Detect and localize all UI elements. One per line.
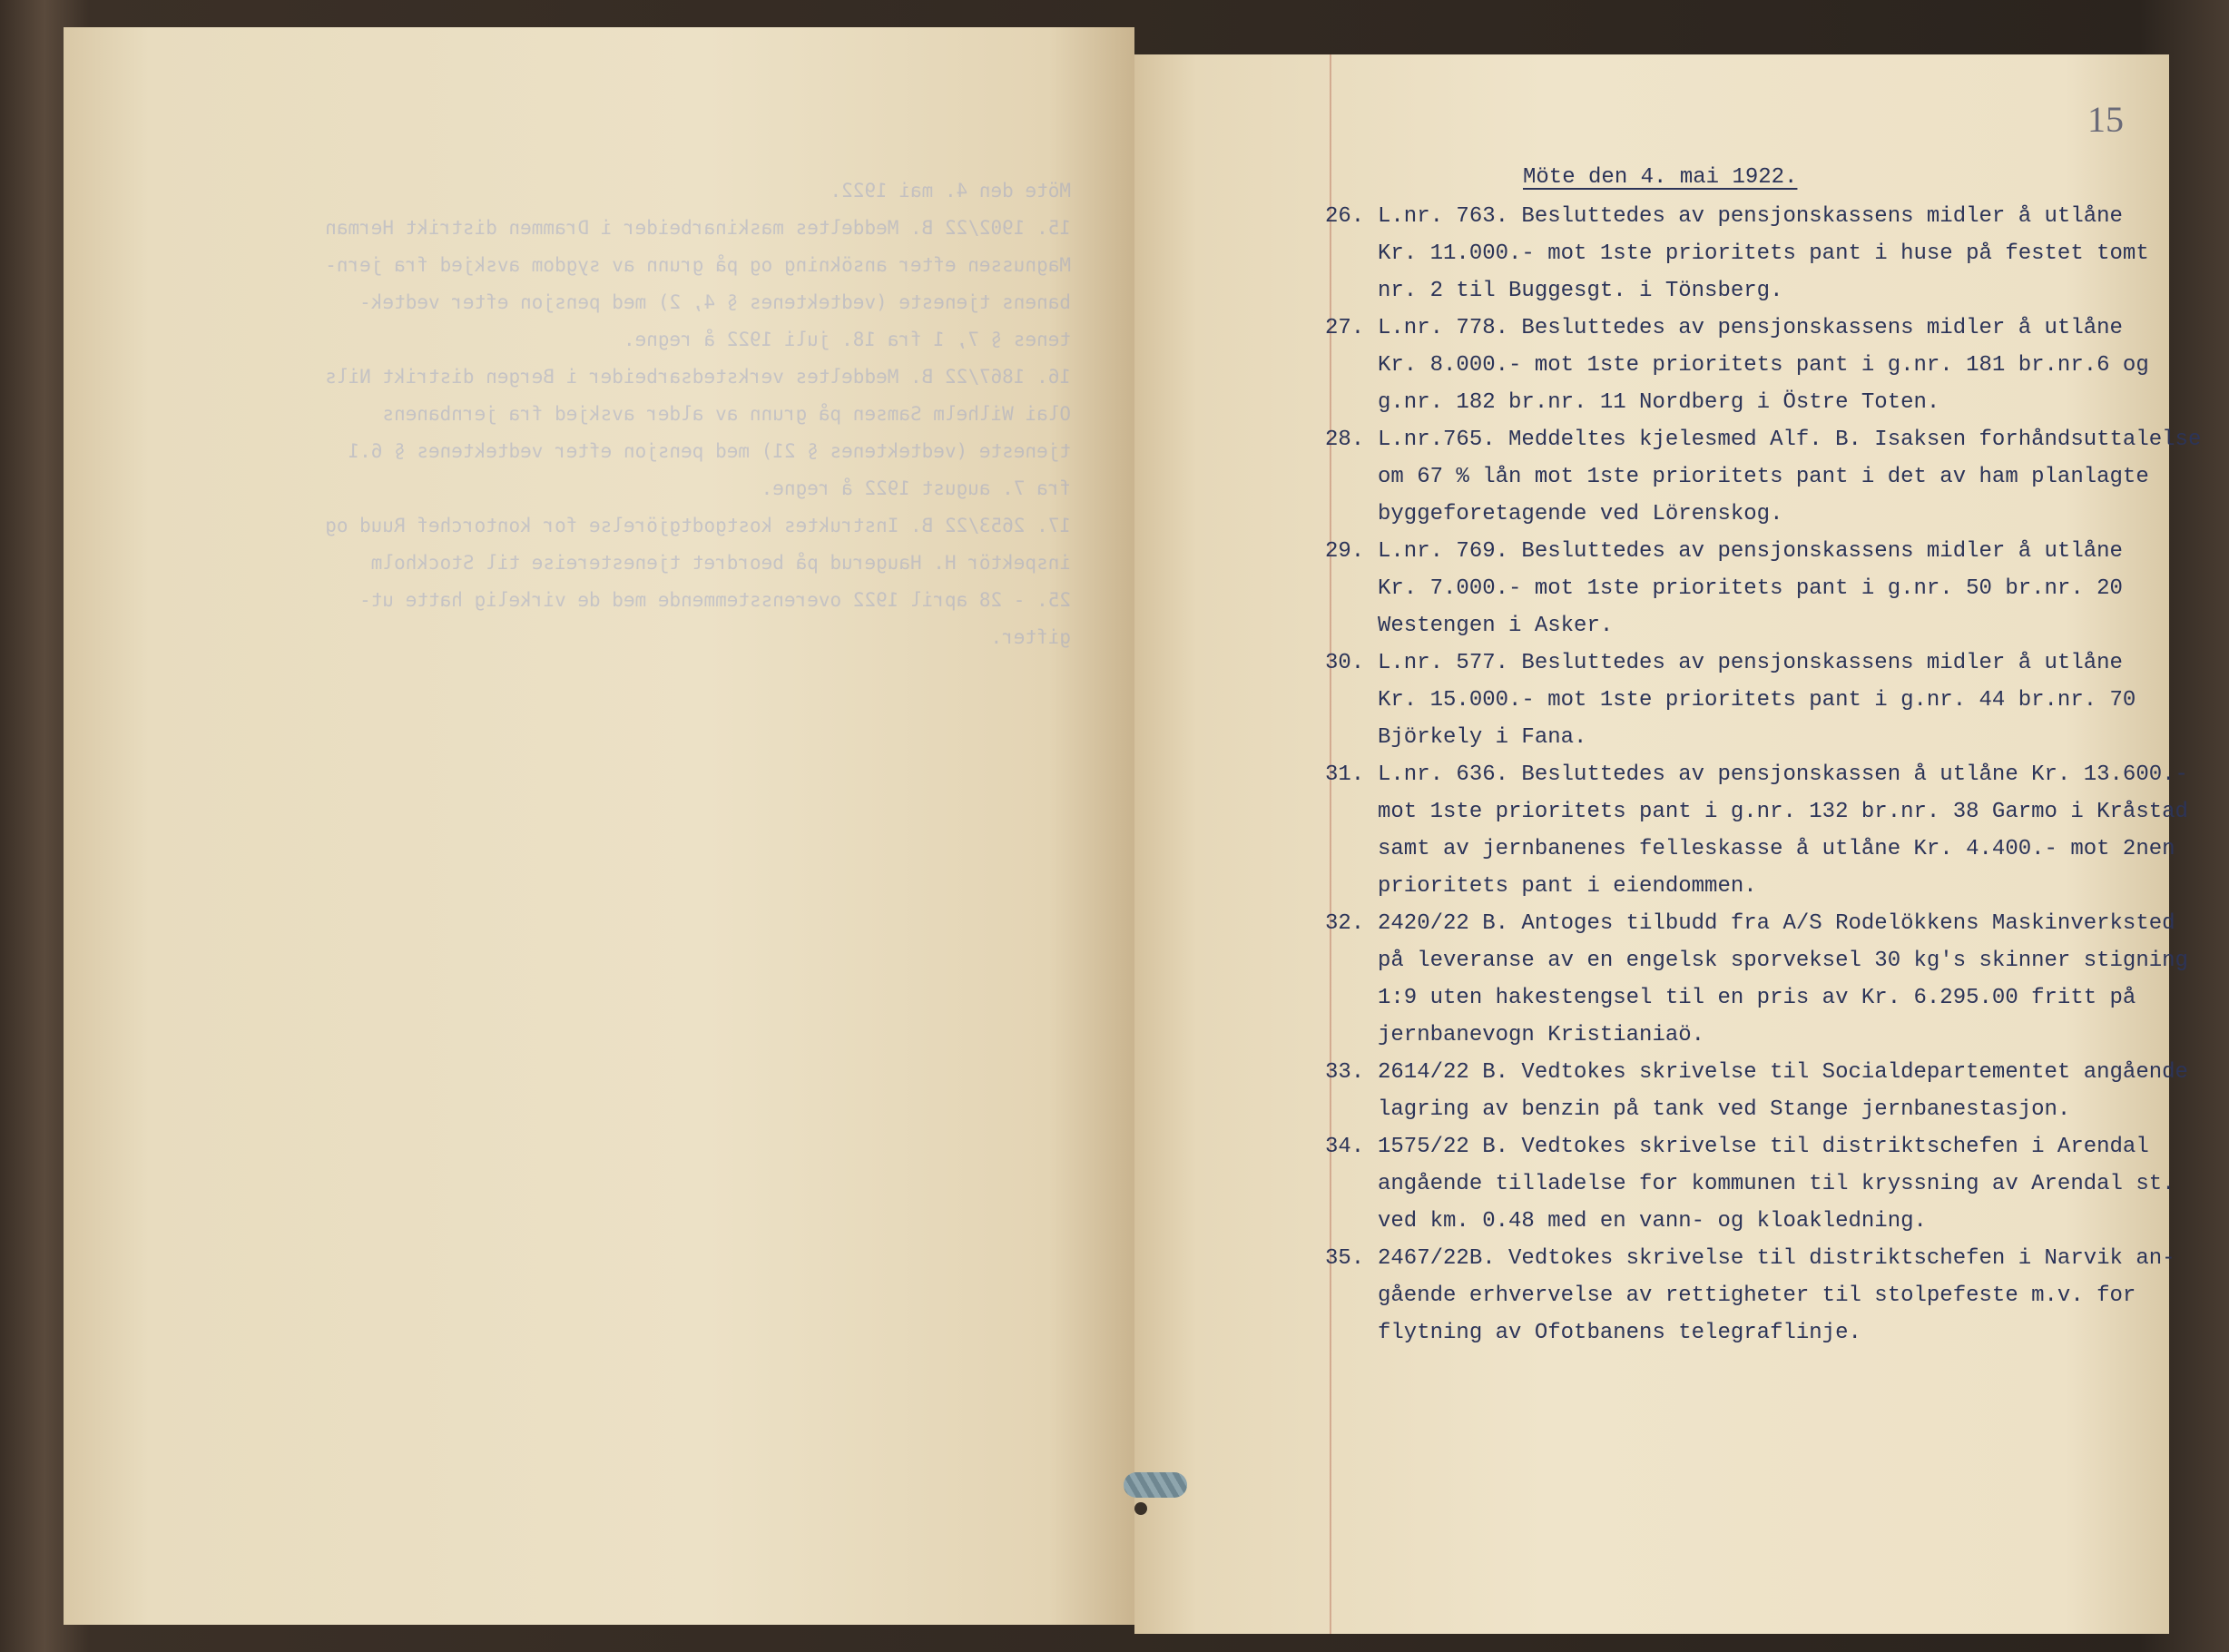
page-number: 15 [2087, 99, 2124, 140]
meeting-title: Möte den 4. mai 1922. [1523, 165, 1798, 190]
entry-text-line: 2420/22 B. Antoges tilbudd fra A/S Rodelökkens Maskinverksted [1378, 911, 2175, 936]
entry-text-line: flytning av Ofotbanens telegraflinje. [1378, 1321, 1861, 1345]
minutes-entry [1325, 1060, 2188, 1135]
entry-text-line: angående tilladelse for kommunen til kryssning av Arendal st. [1378, 1172, 2175, 1196]
entry-text-line: nr. 2 til Buggesgt. i Tönsberg. [1378, 279, 1783, 303]
entry-text-line: ved km. 0.48 med en vann- og kloakledning. [1378, 1209, 1927, 1234]
binding-thread [1124, 1472, 1187, 1498]
entry-text-line: L.nr. 769. Besluttedes av pensjonskassens midler å utlåne [1378, 539, 2123, 564]
entry-text-line: g.nr. 182 br.nr. 11 Nordberg i Östre Toten. [1378, 390, 1940, 415]
entry-number: 34. [1325, 1135, 1365, 1159]
minutes-entry [1325, 651, 2142, 762]
entry-text-line: 1575/22 B. Vedtokes skrivelse til distriktschefen i Arendal [1378, 1135, 2149, 1159]
minutes-entry [1325, 539, 2142, 651]
entry-text-line: om 67 % lån mot 1ste prioritets pant i det av ham planlagte [1378, 465, 2149, 489]
minutes-entry [1325, 1135, 2175, 1246]
entry-number: 26. [1325, 204, 1365, 229]
entry-number: 30. [1325, 651, 1365, 675]
minutes-entry [1325, 1246, 2175, 1358]
entry-number: 35. [1325, 1246, 1365, 1271]
entry-text-line: Kr. 7.000.- mot 1ste prioritets pant i g.nr. 50 br.nr. 20 [1378, 576, 2123, 601]
entry-text-line: L.nr. 778. Besluttedes av pensjonskassens midler å utlåne [1378, 316, 2123, 340]
entry-number: 33. [1325, 1060, 1365, 1085]
entry-text-line: Kr. 15.000.- mot 1ste prioritets pant i g.nr. 44 br.nr. 70 [1378, 688, 2136, 713]
minutes-entry [1325, 316, 2149, 428]
left-page-bleedthrough: Möte den 4. mai 1922. 15. 1902/22 B. Meddeltes maskinarbeider i Drammen distrikt Herman Magnussen efter ansökning og på grunn av sygdom avskjed fra jern- banens tjeneste (vedtektenes § 4, 2) med pensjon efter vedtek- tenes § 7, 1 fra 18. juli 1922 å regne. 16. 1867/22 B. Meddeltes verkstedsarbeider i Bergen distrikt Nils Olai Wilhelm Samsen på grunn av alder avskjed fra jernbanens tjeneste (vedtektenes § 21) med pensjon efter vedtektenes § 6.1 fra 7. august 1922 å regne. 17. 2653/22 B. Instruktes kostgodtgjörelse for kontorchef Ruud og inspektör H. Haugerud på beordret tjenestereise til Stockholm 25. - 28 april 1922 overensstemmende med de virkelig hatte ut- gifter. [325, 180, 1071, 648]
entry-text-line: på leveranse av en engelsk sporveksel 30 kg's skinner stigning [1378, 949, 2188, 973]
binding-hole [1134, 1502, 1147, 1515]
entry-text-line: jernbanevogn Kristianiaö. [1378, 1023, 1705, 1047]
entry-text-line: mot 1ste prioritets pant i g.nr. 132 br.nr. 38 Garmo i Kråstad [1378, 800, 2188, 824]
entry-text-line: L.nr. 636. Besluttedes av pensjonskassen å utlåne Kr. 13.600.- [1378, 762, 2188, 787]
minutes-entry [1325, 911, 2188, 1060]
minutes-entry [1325, 428, 2202, 539]
entry-text-line: 2614/22 B. Vedtokes skrivelse til Socialdepartementet angående [1378, 1060, 2188, 1085]
entry-text-line: lagring av benzin på tank ved Stange jernbanestasjon. [1378, 1097, 2071, 1122]
entry-number: 32. [1325, 911, 1365, 936]
entry-text-line: byggeforetagende ved Lörenskog. [1378, 502, 1783, 526]
minutes-entry [1325, 204, 2149, 316]
entry-text-line: Westengen i Asker. [1378, 614, 1614, 638]
entry-text-line: samt av jernbanenes felleskasse å utlåne Kr. 4.400.- mot 2nen [1378, 837, 2175, 861]
entry-text-line: L.nr. 577. Besluttedes av pensjonskassens midler å utlåne [1378, 651, 2123, 675]
entry-text-line: 1:9 uten hakestengsel til en pris av Kr. 6.295.00 fritt på [1378, 986, 2136, 1010]
entry-text-line: L.nr.765. Meddeltes kjelesmed Alf. B. Isaksen forhåndsuttalelse [1378, 428, 2202, 452]
entry-text-line: L.nr. 763. Besluttedes av pensjonskassens midler å utlåne [1378, 204, 2123, 229]
entry-number: 31. [1325, 762, 1365, 787]
entry-text-line: 2467/22B. Vedtokes skrivelse til distriktschefen i Narvik an- [1378, 1246, 2175, 1271]
entry-number: 27. [1325, 316, 1365, 340]
minutes-entry [1325, 762, 2188, 911]
entry-text-line: prioritets pant i eiendommen. [1378, 874, 1757, 899]
entry-number: 28. [1325, 428, 1365, 452]
entry-text-line: Kr. 11.000.- mot 1ste prioritets pant i huse på festet tomt [1378, 241, 2149, 266]
entry-text-line: Björkely i Fana. [1378, 725, 1587, 750]
entry-number: 29. [1325, 539, 1365, 564]
entry-text-line: Kr. 8.000.- mot 1ste prioritets pant i g.nr. 181 br.nr.6 og [1378, 353, 2149, 378]
entry-text-line: gående erhvervelse av rettigheter til stolpefeste m.v. for [1378, 1283, 2136, 1308]
